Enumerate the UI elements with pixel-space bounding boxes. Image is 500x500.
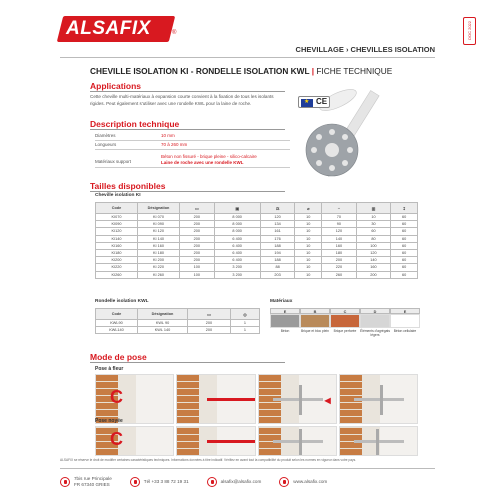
table-cell: 8 000 [214, 228, 260, 235]
material-name: Brique perforée [333, 329, 357, 333]
table-cell: 160 [322, 242, 357, 249]
pose-noyee-steps [95, 426, 418, 456]
table-cell: 80 [356, 235, 391, 242]
table-cell: 8 000 [214, 221, 260, 228]
table-cell: 134 [260, 221, 295, 228]
table-cell: 200 [188, 327, 231, 334]
pose-rule [90, 362, 285, 363]
tailles-heading: Tailles disponibles [90, 181, 166, 191]
table-cell: 194 [260, 249, 295, 256]
table-cell: KI260 [96, 271, 138, 278]
table-cell: KI070 [96, 214, 138, 221]
web-icon [279, 477, 289, 487]
table-cell: 200 [180, 249, 215, 256]
materiaux-label: Matériaux [270, 299, 293, 304]
applications-rule [90, 91, 285, 92]
table-cell: KI 140 [138, 235, 180, 242]
table-cell: 10 [295, 257, 322, 264]
table-cell: KWL90 [96, 320, 138, 327]
washer-table [95, 308, 260, 334]
table-cell: 200 [180, 214, 215, 221]
tailles-label: Cheville isolation KI [95, 193, 141, 198]
table-row [96, 264, 418, 271]
table-cell: 10 [295, 221, 322, 228]
rondelle-label: Rondelle isolation KWL [95, 299, 149, 304]
table-row [96, 235, 418, 242]
table-cell: 200 [188, 320, 231, 327]
spec-value: 70 à 260 mm [161, 142, 188, 148]
footer-address-line1: 7bis rue Principale [74, 476, 112, 481]
col-header-box-icon: ▭ [188, 309, 231, 320]
table-cell: KI 180 [138, 249, 180, 256]
material-letter: B [300, 308, 330, 314]
pose-affleur-label: Pose à fleur [95, 366, 124, 372]
spec-value [161, 154, 290, 165]
table-cell: 30 [356, 221, 391, 228]
table-cell: 140 [356, 257, 391, 264]
col-header-designation: Désignation [138, 309, 188, 320]
table-cell: 176 [260, 235, 295, 242]
table-cell: KI 120 [138, 228, 180, 235]
description-rule [90, 129, 285, 130]
table-cell: 220 [322, 264, 357, 271]
material-name: Brique et bloc plein [300, 329, 330, 333]
logo-registered-mark: ® [172, 30, 177, 36]
table-row [96, 221, 418, 228]
col-header-weight-icon: ⚖ [260, 203, 295, 214]
col-header-code: Code [96, 203, 138, 214]
table-cell: 6 400 [214, 242, 260, 249]
table-cell: 1 [230, 320, 259, 327]
description-heading: Description technique [90, 119, 180, 129]
title-main: CHEVILLE ISOLATION KI - RONDELLE ISOLATION KWL [90, 66, 310, 76]
table-header-row [96, 309, 260, 320]
table-cell: 200 [180, 228, 215, 235]
table-cell: 10 [295, 242, 322, 249]
pose-noyee-label: Pose noyée [95, 418, 123, 424]
col-header-washer-icon: ◎ [230, 309, 259, 320]
table-cell: KI 090 [138, 221, 180, 228]
table-cell: 180 [322, 249, 357, 256]
footer-web-link[interactable]: www.alsafix.com [293, 479, 328, 484]
materials-legend [270, 308, 420, 337]
spec-table [95, 131, 290, 168]
table-cell: KI200 [96, 257, 138, 264]
table-cell: 60 [391, 214, 418, 221]
spec-key: Longueurs [95, 142, 117, 148]
col-header-box-icon: ▭ [180, 203, 215, 214]
footer-address-line2: FR 67340 GRIES [74, 481, 110, 487]
table-cell: 10 [295, 249, 322, 256]
table-cell: 70 [322, 214, 357, 221]
footer [60, 468, 435, 494]
table-cell: 88 [260, 264, 295, 271]
table-cell: KI 220 [138, 264, 180, 271]
table-cell: 120 [260, 214, 295, 221]
spec-value-line-bold: Laine de roche avec une rondelle KWL [161, 159, 244, 165]
breadcrumb: CHEVILLAGE › CHEVILLES ISOLATION [295, 45, 435, 54]
table-cell: 188 [260, 242, 295, 249]
table-row [96, 320, 260, 327]
table-cell: 10 [295, 235, 322, 242]
col-header-diameter-icon: ⌀ [295, 203, 322, 214]
washer-illustration [306, 124, 358, 176]
table-row [96, 327, 260, 334]
table-cell: 200 [180, 221, 215, 228]
ce-mark: CE [316, 97, 328, 106]
tailles-rule [90, 191, 285, 192]
pose-step: C [95, 426, 174, 456]
pose-step: C [95, 374, 174, 424]
table-cell: 60 [391, 249, 418, 256]
table-cell: 161 [260, 228, 295, 235]
material-name: Béton cellulaire [393, 329, 417, 333]
table-cell: 10 [295, 264, 322, 271]
footer-web[interactable] [279, 477, 327, 487]
table-cell: 10 [295, 271, 322, 278]
table-cell: 60 [391, 257, 418, 264]
table-row [96, 228, 418, 235]
table-cell: 6 400 [214, 235, 260, 242]
footer-email[interactable] [207, 477, 262, 487]
col-header-carton-icon: ▣ [214, 203, 260, 214]
phone-icon [130, 477, 140, 487]
footer-phone-text[interactable]: Tél +33 3 88 72 19 31 [143, 479, 189, 484]
table-cell: KI 160 [138, 242, 180, 249]
title-separator: | [311, 66, 315, 76]
table-cell: 10 [356, 214, 391, 221]
brand-logo [60, 16, 178, 44]
table-cell: 10 [295, 228, 322, 235]
table-cell: 100 [180, 264, 215, 271]
spec-row [95, 150, 290, 168]
table-cell: KI 070 [138, 214, 180, 221]
footer-disclaimer: ALSAFIX se réserve le droit de modifier certaines caractéristiques techniques. Informations données à titre indicatif. Vérifiez en avant tout la compatibilité du produit selon les normes en vigueur dans votre pays. [60, 458, 357, 462]
applications-text: Cette cheville multi-matériaux à expansion courte convient à la fixation de tous les isolants rigides. Peut également s'utiliser avec une rondelle KWL pour la laine de roche. [90, 94, 274, 106]
ce-certification-badge [298, 96, 330, 108]
col-header-length-icon: ↔ [322, 203, 357, 214]
table-cell: KI160 [96, 242, 138, 249]
table-cell: 203 [260, 271, 295, 278]
pose-step [339, 374, 418, 424]
table-cell: KI 260 [138, 271, 180, 278]
email-icon [207, 477, 217, 487]
header-divider [60, 57, 435, 58]
material-swatch [270, 314, 300, 328]
table-cell: 160 [356, 264, 391, 271]
material-letter: D [360, 308, 390, 314]
table-cell: 188 [260, 257, 295, 264]
material-swatch [360, 314, 390, 328]
table-cell: 100 [180, 271, 215, 278]
table-cell: 90 [322, 221, 357, 228]
table-row [96, 249, 418, 256]
location-icon [60, 477, 70, 487]
table-cell: KWL 140 [138, 327, 188, 334]
page-title [90, 66, 392, 76]
pose-step [339, 426, 418, 456]
table-cell: 8 000 [214, 214, 260, 221]
doc-badge-text: DOC 2022 [467, 21, 472, 40]
doc-badge [463, 17, 476, 45]
eu-flag-icon [301, 99, 313, 107]
table-cell: 60 [391, 264, 418, 271]
table-cell: KI090 [96, 221, 138, 228]
pose-step [176, 374, 255, 424]
spec-row [95, 141, 290, 151]
pose-heading: Mode de pose [90, 352, 147, 362]
table-cell: 200 [356, 271, 391, 278]
table-cell: 6 400 [214, 249, 260, 256]
table-header-row [96, 203, 418, 214]
material-letter: C [330, 308, 360, 314]
spec-value-line: Béton non fissuré - brique pleine - silico-calcaire [161, 154, 257, 160]
pose-step [258, 426, 337, 456]
table-cell: 200 [180, 242, 215, 249]
material-letter: E [390, 308, 420, 314]
title-sub: FICHE TECHNIQUE [316, 66, 393, 76]
table-cell: 260 [322, 271, 357, 278]
table-cell: 100 [356, 242, 391, 249]
spec-key: Diamètres [95, 132, 116, 138]
material-swatch [390, 314, 420, 328]
table-cell: 120 [356, 249, 391, 256]
table-cell: 200 [322, 257, 357, 264]
applications-heading: Applications [90, 81, 142, 91]
table-cell: KWL140 [96, 327, 138, 334]
table-row [96, 271, 418, 278]
table-cell: 140 [322, 235, 357, 242]
table-cell: 60 [391, 271, 418, 278]
col-header-depth-icon: ↧ [391, 203, 418, 214]
table-cell: 6 400 [214, 257, 260, 264]
table-cell: KWL 90 [138, 320, 188, 327]
spec-row [95, 131, 290, 141]
pose-step [176, 426, 255, 456]
logo-text: ALSAFIX [66, 18, 151, 39]
table-cell: 200 [180, 235, 215, 242]
material-name: Éléments d'agrégats légers [360, 329, 390, 337]
table-cell: 60 [391, 242, 418, 249]
pose-step: ◀ [258, 374, 337, 424]
table-cell: 1 [230, 327, 259, 334]
spec-key: Matériaux support [95, 159, 132, 165]
table-cell: 60 [391, 228, 418, 235]
table-cell: 60 [391, 221, 418, 228]
table-cell: KI 200 [138, 257, 180, 264]
table-cell: 200 [180, 257, 215, 264]
table-cell: KI120 [96, 228, 138, 235]
table-cell: 120 [322, 228, 357, 235]
col-header-code: Code [96, 309, 138, 320]
material-swatch [330, 314, 360, 328]
table-cell: 60 [356, 228, 391, 235]
table-row [96, 257, 418, 264]
table-cell: KI220 [96, 264, 138, 271]
sizes-table [95, 202, 418, 279]
pose-affleur-steps [95, 374, 418, 424]
table-cell: 3 200 [214, 271, 260, 278]
table-row [96, 214, 418, 221]
table-cell: KI140 [96, 235, 138, 242]
footer-phone[interactable] [130, 477, 189, 487]
material-swatch [300, 314, 330, 328]
col-header-thickness-icon: ▥ [356, 203, 391, 214]
table-cell: KI180 [96, 249, 138, 256]
footer-email-link[interactable]: alsafix@alsafix.com [220, 479, 262, 484]
table-cell: 3 200 [214, 264, 260, 271]
spec-value: 10 mm [161, 132, 175, 138]
table-cell: 60 [391, 235, 418, 242]
footer-address [60, 476, 112, 487]
table-row [96, 242, 418, 249]
col-header-designation: Désignation [138, 203, 180, 214]
material-name: Béton [280, 329, 290, 333]
material-letter: E [270, 308, 300, 314]
table-cell: 10 [295, 214, 322, 221]
